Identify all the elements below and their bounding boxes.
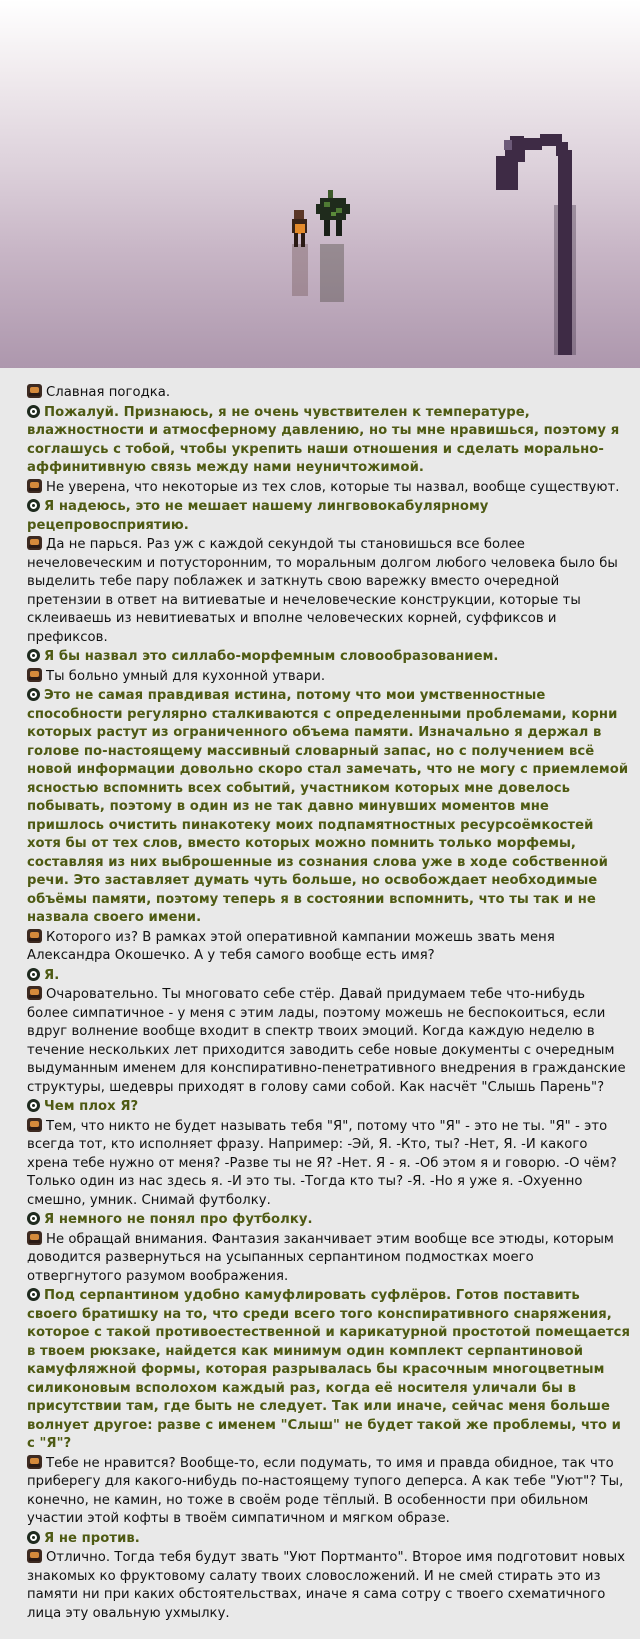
dialog-line-girl [27,1549,630,1623]
scene-image [0,0,640,368]
girl-avatar-icon [27,1118,42,1132]
girl-character-sprite [292,210,307,247]
dialog-line-ally [27,498,630,535]
dialog-text: Пожалуй. Признаюсь, я не очень чувствителен к температуре, влажностности и атмосферному давлению, но ты мне нравишься, поэтому я соглашусь с тобой, чтобы укрепить наши отношения и сделать морально-аффинитивную связь между нами неуничтожимой. [27,404,620,475]
dialog-line-ally [27,1287,630,1454]
girl-avatar-icon [27,986,42,1000]
lamppost-silhouette [496,134,572,355]
ally-avatar-icon [27,968,40,981]
dialog-text: Это не самая правдивая истина, потому что мои умственностные способности регулярно сталкиваются с определенными проблемами, корни которых растут из ограниченного объема памяти. Изначально я держал в голове по-настоящему массивный словарный запас, но с получением всё новой информации довольно скоро стал замечать, что не могу с приемлемой ясностью вспомнить всех событий, участником которых мне довелось побывать, поэтому в один из не так давно минувших моментов мне пришлось очистить пинакотеку моих подпамятностных ресурсоёмкостей хотя бы от тех слов, вместо которых можно помнить только морфемы, составляя из них выброшенные из сознания слова уже в ходе собственной речи. Это заставляет думать чуть больше, но освобождает необходимые объёмы памяти, поэтому теперь я в состоянии вспомнить, что ты так и не назвала своего имени. [27,688,629,925]
girl-avatar-icon [27,1455,42,1469]
dialog-text: Которого из? В рамках этой оперативной кампании можешь звать меня Александра Окошечко. А у тебя самого вообще есть имя? [27,929,555,963]
dialog-line-ally [27,687,630,928]
dialog-text: Не обращай внимания. Фантазия заканчивает этим вообще все этюды, которым доводится развернуться на усыпанных серпантином подмостках моего отвергнутого разумом воображения. [27,1231,614,1284]
ally-avatar-icon [27,1288,40,1301]
dialog-line-girl [27,668,630,687]
dialog-line-ally [27,967,630,986]
dialog-text: Да не парься. Раз уж с каждой секундой ты становишься все более нечеловеческим и потусторонним, то моральным долгом любого человека было бы выделить тебе пару поблажек и заткнуть свою варежку вместо очередной претензии в ответ на витиеватые и нечеловеческие конструкции, которые ты склеиваешь из невитиеватых и вполне человеческих корней, суффиксов и префиксов. [27,537,618,645]
dialog-line-girl [27,536,630,647]
dialog-line-ally [27,404,630,478]
dialog-text: Тебе не нравится? Вообще-то, если подумать, то имя и правда обидное, так что приберегу для какого-нибудь по-настоящему тупого деперса. А как тебе "Уют"? Ты, конечно, не камин, но тоже в своём роде тёплый. В особенности при обильном участии этой кофты в твоём симпатичном и мягком образе. [27,1455,624,1526]
dialog-line-girl [27,1231,630,1287]
dialog-line-ally [27,1098,630,1117]
dialog-line-ally [27,1530,630,1549]
dialog-text: Тем, что никто не будет называть тебя "Я", потому что "Я" - это не ты. "Я" - это всегда тот, кто исполняет фразу. Например: -Эй, Я. -Кто, ты? -Нет, Я. -И какого хрена тебе нужно от меня? -Разве ты не Я? -Нет. Я - я. -Об этом я и говорю. -О чём? Только один из нас здесь я. -И это ты. -Тогда кто ты? -Я. -Но я уже я. -Охуенно смешно, умник. Снимай футболку. [27,1118,617,1208]
dialog-text: Я надеюсь, это не мешает нашему лингвовокабулярному рецепровосприятию. [27,499,489,533]
girl-avatar-icon [27,1549,42,1563]
ally-avatar-icon [27,1099,40,1112]
girl-avatar-icon [27,668,42,682]
dialog-line-girl [27,479,630,498]
dialog-text: Я. [44,967,60,983]
dialog-text: Я бы назвал это силлабо-морфемным словообразованием. [44,649,499,664]
ally-avatar-icon [27,688,40,701]
girl-avatar-icon [27,929,42,943]
dialog-line-girl [27,929,630,966]
ally-avatar-icon [27,405,40,418]
dialog-line-girl [27,1455,630,1529]
dialog-text: Ты больно умный для кухонной утвари. [46,668,326,684]
dialog-line-girl [27,384,630,403]
girl-reflection [292,244,308,296]
girl-avatar-icon [27,536,42,550]
dialog-text: Чем плох Я? [44,1099,139,1114]
dialog-text: Не уверена, что некоторые из тех слов, которые ты назвал, вообще существуют. [46,479,620,495]
ally-avatar-icon [27,649,40,662]
shadow-creature-sprite [316,190,350,236]
dialog-text: Я немного не понял про футболку. [44,1212,313,1227]
girl-avatar-icon [27,479,42,493]
dialog-line-girl [27,986,630,1097]
dialog-line-girl [27,1118,630,1211]
ally-avatar-icon [27,499,40,512]
dialog-text: Очаровательно. Ты многовато себе стёр. Давай придумаем тебе что-нибудь более симпатичное - у меня с этим лады, поэтому можешь не беспокоиться, если вдруг волнение вообще входит в спектр твоих эмоций. Когда каждую неделю в течение нескольких лет приходится заводить себе новые документы с очередным выдуманным именем для конспиративно-пенетративного внедрения в гражданские структуры, шедевры приходят в голову сами собой. Как насчёт "Слышь Парень"? [27,987,626,1095]
dialog-log [0,368,640,1623]
dialog-line-ally [27,648,630,667]
dialog-line-ally [27,1211,630,1230]
creature-reflection [320,244,344,302]
ally-avatar-icon [27,1212,40,1225]
scene-art [0,0,640,368]
dialog-text: Отлично. Тогда тебя будут звать "Уют Портманто". Второе имя подготовит новых знакомых ко фруктовому салату твоих словосложений. И не смей стирать это из памяти ни при каких обстоятельствах, иначе я сама сотру с твоего схематичного лица эту овальную ухмылку. [27,1550,626,1621]
dialog-text: Под серпантином удобно камуфлировать суфлёров. Готов поставить своего братишку на то, что среди всего того конспиративного снаряжения, которое с такой противоестественной и карикатурной простотой помещается в твоем рюкзаке, найдется как минимум один комплект серпантиновой камуфляжной формы, которая разрывалась бы красочным многоцветным силиконовым всполохом каждый раз, когда её носителя уличали бы в присутствии там, где быть не следует. Так или иначе, сейчас меня больше волнует другое: разве с именем "Слыш" не будет такой же проблемы, что и с "Я"? [27,1288,631,1451]
dialog-text: Славная погодка. [46,385,171,400]
ally-avatar-icon [27,1531,40,1544]
girl-avatar-icon [27,1231,42,1245]
dialog-text: Я не против. [44,1530,140,1546]
girl-avatar-icon [27,384,42,398]
